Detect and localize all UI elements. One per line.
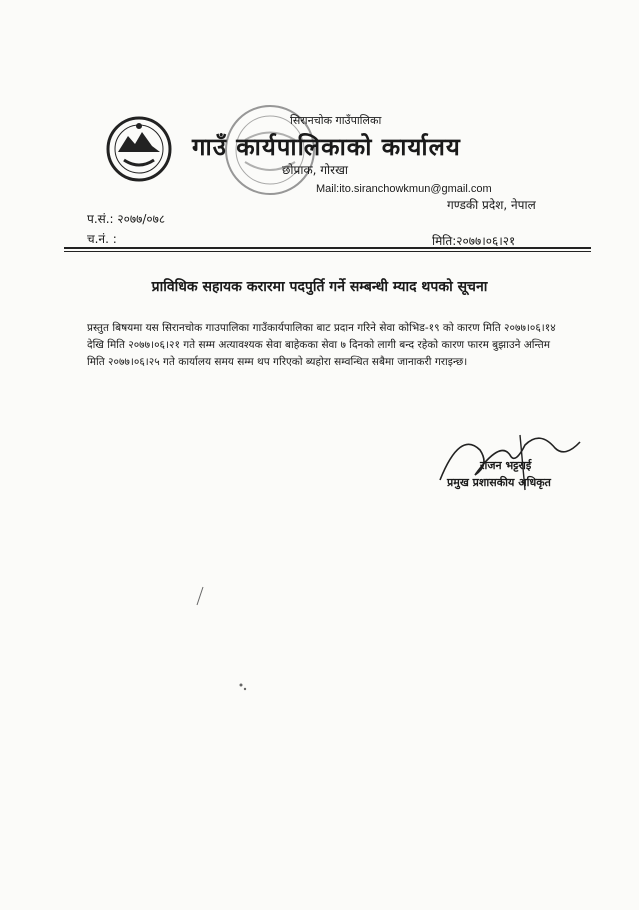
province-country: गण्डकी प्रदेश, नेपाल: [447, 198, 536, 212]
header-divider: [64, 247, 591, 249]
office-title: गाउँ कार्यपालिकाको कार्यालय: [192, 133, 461, 161]
notice-title: प्राविधिक सहायक करारमा पदपुर्ति गर्ने सम्बन्धी म्याद थपको सूचना: [151, 279, 488, 295]
scan-mark: [236, 680, 250, 694]
office-email: Mail:ito.siranchowkmun@gmail.com: [316, 183, 492, 195]
notice-body: प्रस्तुत बिषयमा यस सिरानचोक गाउपालिका गाउँकार्यपालिका बाट प्रदान गरिने सेवा कोभिड-१९ को कारण मिति २०७७।०६।१४ देखि मिति २०७७।०६।२१ गते सम्म अत्यावश्यक सेवा बाहेकका सेवा ७ दिनको लागी बन्द रहेको कारण फारम बुझाउने अन्तिम मिति २०७७।०६।२५ गते कार्यालय समय सम्म थप गरिएको ब्यहोरा सम्वन्धित सबैमा जानाकरी गराइन्छ।: [87, 322, 556, 368]
office-address: छोप्राक, गोरखा: [282, 163, 348, 177]
letter-date: मिति:२०७७।०६।२१: [432, 234, 516, 248]
dispatch-number: च.नं. :: [87, 232, 117, 246]
header-divider-thin: [64, 251, 591, 252]
scan-mark: [195, 585, 205, 607]
reference-number: प.सं.: २०७७/०७८: [87, 212, 166, 226]
municipality-name: सिरानचोक गाउँपालिका: [290, 114, 382, 127]
signatory-name: राजन भट्टराई: [480, 459, 532, 472]
signatory-post: प्रमुख प्रशासकीय अधिकृत: [447, 476, 551, 489]
nepal-emblem-logo: [104, 114, 174, 184]
